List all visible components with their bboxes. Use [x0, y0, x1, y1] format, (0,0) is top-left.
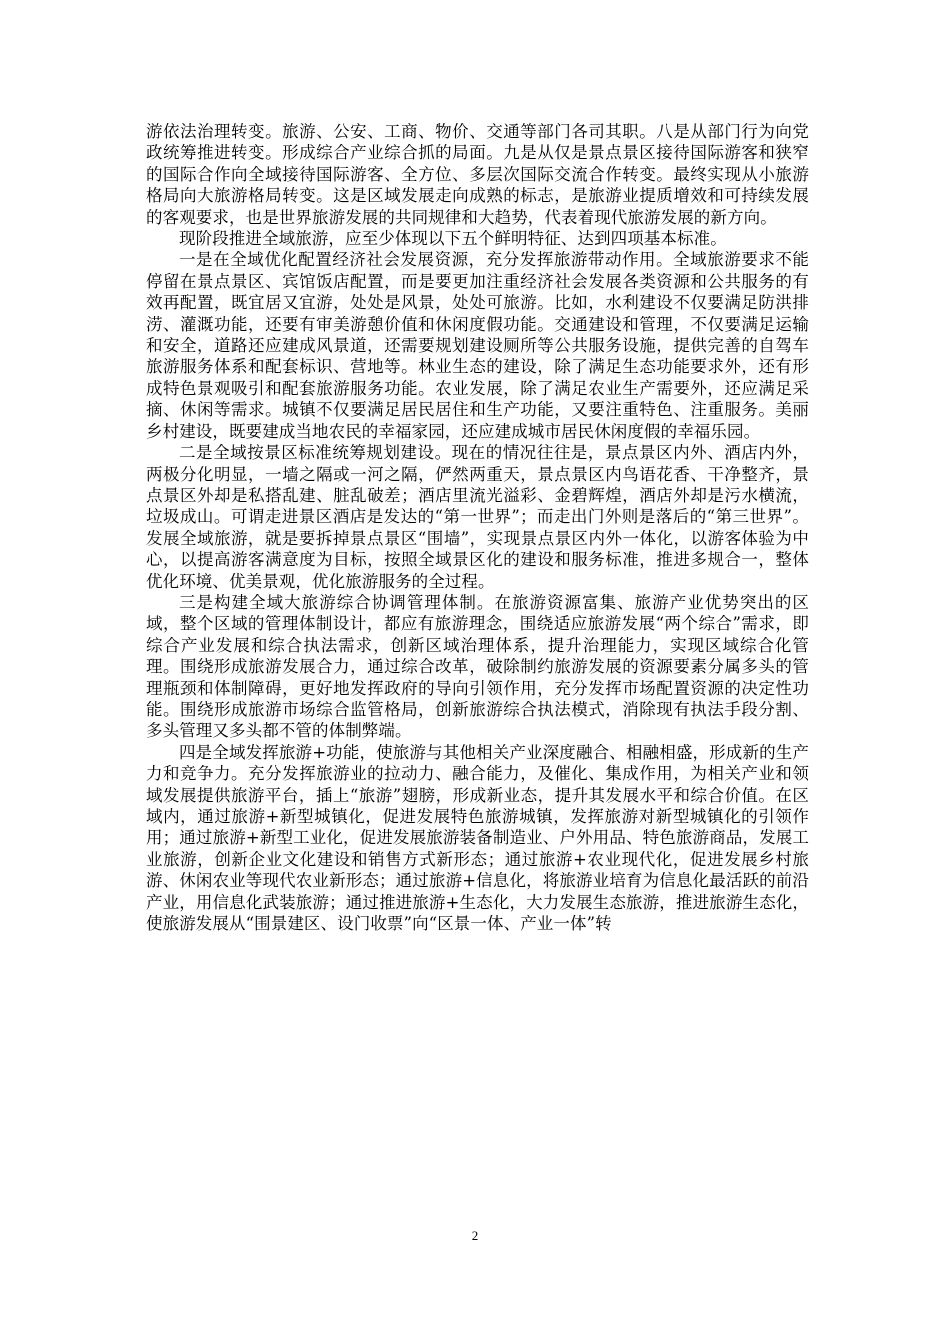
- paragraph-intro: 现阶段推进全域旅游，应至少体现以下五个鲜明特征、达到四项基本标准。: [179, 229, 727, 249]
- page-number: 2: [471, 1228, 479, 1243]
- paragraph-point-one: 一是在全域优化配置经济社会发展资源，充分发挥旅游带动作用。全域旅游要求不能停留在景点景区、宾馆饭店配置，而是要更加注重经济社会发展各类资源和公共服务的有效再配置，既宜居又宜游，处处是风景，处处可旅游。比如，水利建设不仅要满足防洪排涝、灌溉功能，还要有审美游憩价值和休闲度假功能。交通建设和管理，不仅要满足运输和安全，道路还应建成风景道，还需要规划建设厕所等公共服务设施，提供完善的自驾车旅游服务体系和配套标识、营地等。林业生态的建设，除了满足生态功能要求外，还有形成特色景观吸引和配套旅游服务功能。农业发展，除了满足农业生产需要外，还应满足采摘、休闲等需求。城镇不仅要满足居民居住和生产功能，又要注重特色、注重服务。美丽乡村建设，既要建成当地农民的幸福家园，还应建成城市居民休闲度假的幸福乐园。: [146, 250, 809, 441]
- paragraph-point-two: 二是全域按景区标准统筹规划建设。现在的情况往往是，景点景区内外、酒店内外，两极分化明显，一墙之隔或一河之隔，俨然两重天，景点景区内鸟语花香、干净整齐，景点景区外却是私搭乱建、脏乱破差；酒店里流光溢彩、金碧辉煌，酒店外却是污水横流，垃圾成山。可谓走进景区酒店是发达的“第一世界”；而走出门外则是落后的“第三世界”。发展全域旅游，就是要拆掉景点景区“围墙”，实现景点景区内外一体化，以游客体验为中心，以提高游客满意度为目标，按照全域景区化的建设和服务标准，推进多规合一，整体优化环境、优美景观，优化旅游服务的全过程。: [146, 443, 809, 591]
- document-body: [146, 121, 809, 934]
- paragraph-point-three: 三是构建全域大旅游综合协调管理体制。在旅游资源富集、旅游产业优势突出的区域，整个区域的管理体制设计，都应有旅游理念，围绕适应旅游发展“两个综合”需求，即综合产业发展和综合执法需求，创新区域治理体系，提升治理能力，实现区域综合化管理。围绕形成旅游发展合力，通过综合改革，破除制约旅游发展的资源要素分属多头的管理瓶颈和体制障碍，更好地发挥政府的导向引领作用，充分发挥市场配置资源的决定性功能。围绕形成旅游市场综合监管格局，创新旅游综合执法模式，消除现有执法手段分割、多头管理又多头都不管的体制弊端。: [146, 592, 809, 741]
- paragraph-continuation: 游依法治理转变。旅游、公安、工商、物价、交通等部门各司其职。八是从部门行为向党政统筹推进转变。形成综合产业综合抓的局面。九是从仅是景点景区接待国际游客和狭窄的国际合作向全域接待国际游客、全方位、多层次国际交流合作转变。最终实现从小旅游格局向大旅游格局转变。这是区域发展走向成熟的标志，是旅游业提质增效和可持续发展的客观要求，也是世界旅游发展的共同规律和大趋势，代表着现代旅游发展的新方向。: [146, 122, 809, 227]
- paragraph-point-four: 四是全域发挥旅游+功能，使旅游与其他相关产业深度融合、相融相盛，形成新的生产力和竞争力。充分发挥旅游业的拉动力、融合能力，及催化、集成作用，为相关产业和领域发展提供旅游平台，插上“旅游”翅膀，形成新业态，提升其发展水平和综合价值。在区域内，通过旅游+新型城镇化，促进发展特色旅游城镇，发挥旅游对新型城镇化的引领作用；通过旅游+新型工业化，促进发展旅游装备制造业、户外用品、特色旅游商品，发展工业旅游，创新企业文化建设和销售方式新形态；通过旅游+农业现代化，促进发展乡村旅游、休闲农业等现代农业新形态；通过旅游+信息化，将旅游业培育为信息化最活跃的前沿产业，用信息化武装旅游；通过推进旅游+生态化，大力发展生态旅游，推进旅游生态化，使旅游发展从“围景建区、设门收票”向“区景一体、产业一体”转: [146, 742, 809, 934]
